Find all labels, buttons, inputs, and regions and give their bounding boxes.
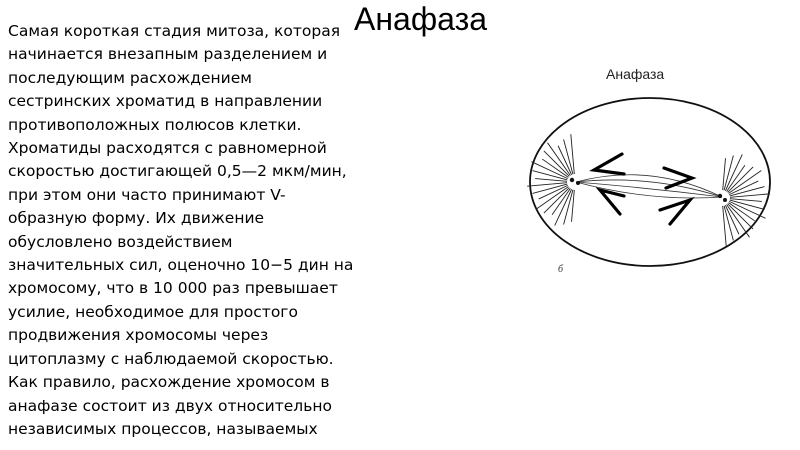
figure-caption: Анафаза [606,66,665,82]
body-line: образную форму. Их движение [8,209,265,228]
body-line: хромосому, что в 10 000 раз превышает [8,279,338,298]
body-line: усилие, необходимое для простого [8,302,298,321]
figure-panel-letter: б [558,264,564,275]
body-line: Самая короткая стадия митоза, которая [8,22,341,40]
aster-ray [544,188,569,213]
aster-ray [728,204,753,229]
right-centrosome [718,194,727,202]
body-line: скоростью достигающей 0,5—2 мкм/мин, [8,162,347,181]
body-line: сестринских хроматид в направлении [8,92,323,111]
body-line: цитоплазму с наблюдаемой скоростью. [8,349,334,368]
body-line: начинается внезапным разделением и [8,45,328,64]
left-aster-rays [527,134,574,225]
body-line: обусловлено воздействием [8,232,233,251]
spindle-fibers [576,175,722,198]
body-line: продвижения хромосомы через [8,326,269,345]
right-aster-rays [723,154,770,245]
body-text [8,20,408,441]
body-line: противоположных полюсов клетки. [8,115,302,134]
body-line: анафазе состоит из двух относительно [8,396,332,415]
anaphase-cell-figure [524,92,776,280]
left-centrosome [570,178,580,185]
body-line: независимых процессов, называемых [8,419,318,438]
body-line: значительных сил, оценочно 10−5 дин на [8,256,354,275]
right-chromatids [660,168,692,224]
body-line: Хроматиды расходятся с равномерной [8,139,327,158]
slide-title: Анафаза [354,1,488,37]
aster-ray [728,167,753,192]
body-line: при этом они часто принимают V- [8,185,286,204]
aster-ray [544,151,569,176]
body-line: последующим расхождением [8,68,252,87]
body-line: Как правило, расхождение хромосом в [8,373,330,392]
